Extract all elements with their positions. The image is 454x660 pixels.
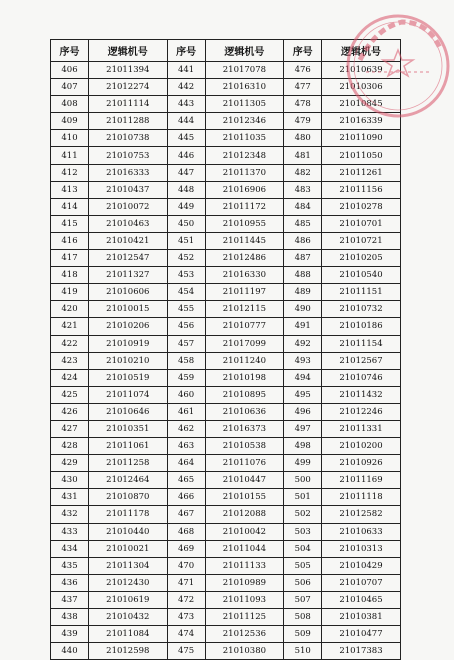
cell-seq-2: 463 — [167, 438, 205, 455]
table-row — [51, 489, 401, 506]
cell-seq-1: 437 — [51, 591, 89, 608]
cell-seq-3: 498 — [284, 438, 322, 455]
cell-seq-3: 501 — [284, 489, 322, 506]
table-row — [51, 540, 401, 557]
cell-seq-3: 505 — [284, 557, 322, 574]
cell-logic-no-1: 21010206 — [89, 318, 168, 335]
cell-logic-no-2: 21011305 — [205, 96, 284, 113]
cell-logic-no-3: 21010707 — [322, 574, 401, 591]
cell-logic-no-3: 21011050 — [322, 147, 401, 164]
cell-logic-no-1: 21016333 — [89, 164, 168, 181]
cell-logic-no-1: 21010463 — [89, 215, 168, 232]
cell-logic-no-3: 21010278 — [322, 198, 401, 215]
cell-seq-1: 427 — [51, 420, 89, 437]
cell-logic-no-2: 21011125 — [205, 609, 284, 626]
table-row — [51, 386, 401, 403]
table-row — [51, 79, 401, 96]
cell-logic-no-1: 21012547 — [89, 250, 168, 267]
machine-number-table — [50, 39, 401, 660]
table-row — [51, 318, 401, 335]
table-row — [51, 420, 401, 437]
table-row — [51, 369, 401, 386]
cell-logic-no-2: 21011093 — [205, 591, 284, 608]
cell-logic-no-3: 21010186 — [322, 318, 401, 335]
cell-seq-2: 471 — [167, 574, 205, 591]
cell-logic-no-1: 21012464 — [89, 472, 168, 489]
cell-seq-3: 506 — [284, 574, 322, 591]
cell-seq-2: 445 — [167, 130, 205, 147]
cell-seq-2: 466 — [167, 489, 205, 506]
table-row — [51, 591, 401, 608]
cell-logic-no-2: 21010155 — [205, 489, 284, 506]
table-row — [51, 455, 401, 472]
cell-logic-no-2: 21010042 — [205, 523, 284, 540]
cell-seq-2: 448 — [167, 181, 205, 198]
table-header-row — [51, 40, 401, 62]
cell-seq-1: 410 — [51, 130, 89, 147]
cell-logic-no-2: 21011197 — [205, 284, 284, 301]
table-row — [51, 232, 401, 249]
cell-logic-no-2: 21012486 — [205, 250, 284, 267]
cell-logic-no-3: 21010381 — [322, 609, 401, 626]
cell-seq-2: 459 — [167, 369, 205, 386]
cell-seq-3: 509 — [284, 626, 322, 643]
table-row — [51, 215, 401, 232]
cell-seq-3: 477 — [284, 79, 322, 96]
cell-logic-no-3: 21010205 — [322, 250, 401, 267]
cell-logic-no-2: 21010198 — [205, 369, 284, 386]
cell-logic-no-1: 21010437 — [89, 181, 168, 198]
cell-seq-2: 458 — [167, 352, 205, 369]
cell-seq-1: 412 — [51, 164, 89, 181]
cell-seq-3: 500 — [284, 472, 322, 489]
table-row — [51, 181, 401, 198]
cell-seq-1: 430 — [51, 472, 89, 489]
cell-logic-no-2: 21016373 — [205, 420, 284, 437]
cell-logic-no-2: 21010380 — [205, 643, 284, 660]
cell-seq-2: 475 — [167, 643, 205, 660]
cell-logic-no-3: 21010721 — [322, 232, 401, 249]
cell-seq-2: 441 — [167, 62, 205, 79]
cell-logic-no-2: 21010777 — [205, 318, 284, 335]
cell-seq-2: 472 — [167, 591, 205, 608]
cell-logic-no-1: 21012430 — [89, 574, 168, 591]
header-seq-2: 序号 — [167, 40, 205, 62]
cell-seq-1: 428 — [51, 438, 89, 455]
cell-seq-3: 479 — [284, 113, 322, 130]
cell-seq-2: 470 — [167, 557, 205, 574]
table-row — [51, 335, 401, 352]
cell-logic-no-3: 21010926 — [322, 455, 401, 472]
cell-seq-3: 502 — [284, 506, 322, 523]
cell-seq-2: 451 — [167, 232, 205, 249]
cell-seq-2: 449 — [167, 198, 205, 215]
cell-logic-no-1: 21010210 — [89, 352, 168, 369]
cell-logic-no-2: 21011133 — [205, 557, 284, 574]
cell-seq-1: 408 — [51, 96, 89, 113]
cell-seq-3: 499 — [284, 455, 322, 472]
cell-logic-no-3: 21011432 — [322, 386, 401, 403]
header-logic-no-3: 逻辑机号 — [322, 40, 401, 62]
cell-seq-3: 507 — [284, 591, 322, 608]
cell-logic-no-1: 21010015 — [89, 301, 168, 318]
table-row — [51, 626, 401, 643]
cell-logic-no-3: 21010429 — [322, 557, 401, 574]
cell-seq-1: 439 — [51, 626, 89, 643]
cell-logic-no-1: 21011394 — [89, 62, 168, 79]
cell-seq-2: 474 — [167, 626, 205, 643]
cell-logic-no-2: 21010636 — [205, 403, 284, 420]
cell-seq-3: 488 — [284, 267, 322, 284]
cell-logic-no-3: 21010732 — [322, 301, 401, 318]
cell-logic-no-1: 21010738 — [89, 130, 168, 147]
cell-seq-3: 491 — [284, 318, 322, 335]
table-row — [51, 574, 401, 591]
cell-logic-no-3: 21011169 — [322, 472, 401, 489]
cell-seq-2: 444 — [167, 113, 205, 130]
cell-seq-2: 456 — [167, 318, 205, 335]
cell-seq-1: 425 — [51, 386, 89, 403]
cell-seq-3: 496 — [284, 403, 322, 420]
cell-seq-2: 455 — [167, 301, 205, 318]
cell-logic-no-1: 21011074 — [89, 386, 168, 403]
cell-seq-1: 414 — [51, 198, 89, 215]
cell-logic-no-3: 21010540 — [322, 267, 401, 284]
table-row — [51, 609, 401, 626]
table-row — [51, 523, 401, 540]
cell-seq-3: 489 — [284, 284, 322, 301]
cell-logic-no-1: 21010519 — [89, 369, 168, 386]
cell-logic-no-1: 21010919 — [89, 335, 168, 352]
cell-seq-1: 426 — [51, 403, 89, 420]
cell-seq-2: 462 — [167, 420, 205, 437]
cell-seq-3: 493 — [284, 352, 322, 369]
cell-logic-no-3: 21010306 — [322, 79, 401, 96]
cell-logic-no-1: 21010421 — [89, 232, 168, 249]
cell-seq-2: 447 — [167, 164, 205, 181]
cell-seq-1: 434 — [51, 540, 89, 557]
cell-logic-no-2: 21011370 — [205, 164, 284, 181]
cell-seq-1: 415 — [51, 215, 89, 232]
cell-seq-2: 443 — [167, 96, 205, 113]
cell-logic-no-3: 21011118 — [322, 489, 401, 506]
cell-seq-3: 503 — [284, 523, 322, 540]
table-row — [51, 267, 401, 284]
cell-logic-no-2: 21012346 — [205, 113, 284, 130]
cell-logic-no-3: 21010701 — [322, 215, 401, 232]
cell-logic-no-3: 21010746 — [322, 369, 401, 386]
cell-seq-3: 485 — [284, 215, 322, 232]
cell-seq-1: 417 — [51, 250, 89, 267]
cell-logic-no-3: 21010633 — [322, 523, 401, 540]
cell-logic-no-2: 21012115 — [205, 301, 284, 318]
cell-seq-3: 484 — [284, 198, 322, 215]
cell-seq-2: 450 — [167, 215, 205, 232]
table-row — [51, 250, 401, 267]
cell-logic-no-2: 21016906 — [205, 181, 284, 198]
cell-logic-no-3: 21010465 — [322, 591, 401, 608]
cell-seq-3: 497 — [284, 420, 322, 437]
cell-logic-no-3: 21011261 — [322, 164, 401, 181]
cell-seq-2: 442 — [167, 79, 205, 96]
cell-seq-2: 460 — [167, 386, 205, 403]
cell-seq-3: 490 — [284, 301, 322, 318]
cell-seq-1: 421 — [51, 318, 89, 335]
cell-seq-2: 461 — [167, 403, 205, 420]
header-seq-3: 序号 — [284, 40, 322, 62]
table-body — [51, 62, 401, 660]
cell-seq-1: 433 — [51, 523, 89, 540]
cell-seq-2: 468 — [167, 523, 205, 540]
table-row — [51, 130, 401, 147]
cell-logic-no-1: 21011258 — [89, 455, 168, 472]
cell-seq-1: 420 — [51, 301, 89, 318]
cell-logic-no-2: 21011172 — [205, 198, 284, 215]
cell-logic-no-1: 21010021 — [89, 540, 168, 557]
cell-seq-3: 495 — [284, 386, 322, 403]
cell-logic-no-3: 21012246 — [322, 403, 401, 420]
cell-seq-3: 481 — [284, 147, 322, 164]
table-row — [51, 164, 401, 181]
cell-logic-no-2: 21012348 — [205, 147, 284, 164]
cell-logic-no-2: 21010538 — [205, 438, 284, 455]
cell-logic-no-3: 21017383 — [322, 643, 401, 660]
cell-logic-no-1: 21011288 — [89, 113, 168, 130]
cell-seq-1: 429 — [51, 455, 89, 472]
cell-seq-3: 504 — [284, 540, 322, 557]
table-row — [51, 62, 401, 79]
cell-seq-3: 492 — [284, 335, 322, 352]
cell-seq-3: 486 — [284, 232, 322, 249]
cell-logic-no-3: 21010639 — [322, 62, 401, 79]
cell-seq-3: 494 — [284, 369, 322, 386]
cell-logic-no-2: 21011035 — [205, 130, 284, 147]
cell-seq-1: 407 — [51, 79, 89, 96]
cell-logic-no-2: 21016330 — [205, 267, 284, 284]
table-row — [51, 557, 401, 574]
cell-seq-2: 464 — [167, 455, 205, 472]
cell-seq-2: 473 — [167, 609, 205, 626]
table-row — [51, 198, 401, 215]
table-row — [51, 472, 401, 489]
cell-seq-3: 480 — [284, 130, 322, 147]
cell-logic-no-2: 21011076 — [205, 455, 284, 472]
cell-logic-no-3: 21010313 — [322, 540, 401, 557]
cell-logic-no-1: 21010606 — [89, 284, 168, 301]
cell-logic-no-3: 21011154 — [322, 335, 401, 352]
cell-seq-2: 454 — [167, 284, 205, 301]
cell-logic-no-3: 21010477 — [322, 626, 401, 643]
cell-seq-1: 413 — [51, 181, 89, 198]
cell-logic-no-1: 21012598 — [89, 643, 168, 660]
cell-seq-3: 476 — [284, 62, 322, 79]
cell-logic-no-1: 21010351 — [89, 420, 168, 437]
cell-logic-no-2: 21010447 — [205, 472, 284, 489]
header-seq-1: 序号 — [51, 40, 89, 62]
cell-seq-2: 467 — [167, 506, 205, 523]
cell-seq-3: 483 — [284, 181, 322, 198]
cell-logic-no-3: 21010845 — [322, 96, 401, 113]
cell-logic-no-1: 21010646 — [89, 403, 168, 420]
cell-seq-2: 446 — [167, 147, 205, 164]
cell-seq-1: 418 — [51, 267, 89, 284]
cell-logic-no-1: 21010870 — [89, 489, 168, 506]
cell-seq-1: 440 — [51, 643, 89, 660]
cell-seq-2: 457 — [167, 335, 205, 352]
cell-seq-3: 510 — [284, 643, 322, 660]
cell-seq-2: 452 — [167, 250, 205, 267]
cell-logic-no-2: 21010895 — [205, 386, 284, 403]
cell-logic-no-3: 21012567 — [322, 352, 401, 369]
cell-logic-no-2: 21010955 — [205, 215, 284, 232]
cell-logic-no-1: 21010072 — [89, 198, 168, 215]
cell-logic-no-1: 21011061 — [89, 438, 168, 455]
cell-logic-no-1: 21010440 — [89, 523, 168, 540]
header-logic-no-1: 逻辑机号 — [89, 40, 168, 62]
cell-seq-1: 435 — [51, 557, 89, 574]
cell-logic-no-2: 21017099 — [205, 335, 284, 352]
table-row — [51, 301, 401, 318]
table-row — [51, 506, 401, 523]
cell-seq-2: 465 — [167, 472, 205, 489]
cell-logic-no-2: 21016310 — [205, 79, 284, 96]
cell-logic-no-2: 21011240 — [205, 352, 284, 369]
cell-logic-no-3: 21011331 — [322, 420, 401, 437]
cell-seq-1: 423 — [51, 352, 89, 369]
cell-logic-no-3: 21010200 — [322, 438, 401, 455]
header-logic-no-2: 逻辑机号 — [205, 40, 284, 62]
table-row — [51, 352, 401, 369]
cell-seq-3: 508 — [284, 609, 322, 626]
cell-logic-no-2: 21011445 — [205, 232, 284, 249]
cell-seq-3: 482 — [284, 164, 322, 181]
cell-logic-no-1: 21010619 — [89, 591, 168, 608]
table-row — [51, 438, 401, 455]
cell-seq-1: 406 — [51, 62, 89, 79]
cell-seq-1: 438 — [51, 609, 89, 626]
cell-seq-1: 424 — [51, 369, 89, 386]
cell-logic-no-2: 21012088 — [205, 506, 284, 523]
cell-seq-2: 453 — [167, 267, 205, 284]
cell-seq-1: 432 — [51, 506, 89, 523]
cell-logic-no-2: 21011044 — [205, 540, 284, 557]
cell-logic-no-1: 21010432 — [89, 609, 168, 626]
cell-logic-no-1: 21011327 — [89, 267, 168, 284]
cell-seq-2: 469 — [167, 540, 205, 557]
cell-logic-no-1: 21012274 — [89, 79, 168, 96]
cell-seq-3: 487 — [284, 250, 322, 267]
cell-logic-no-3: 21012582 — [322, 506, 401, 523]
table-row — [51, 113, 401, 130]
cell-logic-no-1: 21011114 — [89, 96, 168, 113]
cell-logic-no-1: 21011084 — [89, 626, 168, 643]
cell-seq-1: 411 — [51, 147, 89, 164]
cell-seq-3: 478 — [284, 96, 322, 113]
cell-seq-1: 419 — [51, 284, 89, 301]
cell-seq-1: 422 — [51, 335, 89, 352]
cell-logic-no-1: 21011304 — [89, 557, 168, 574]
cell-logic-no-2: 21017078 — [205, 62, 284, 79]
cell-logic-no-3: 21011156 — [322, 181, 401, 198]
cell-seq-1: 436 — [51, 574, 89, 591]
table-row — [51, 284, 401, 301]
cell-logic-no-1: 21011178 — [89, 506, 168, 523]
cell-seq-1: 409 — [51, 113, 89, 130]
cell-seq-1: 431 — [51, 489, 89, 506]
cell-logic-no-3: 21011151 — [322, 284, 401, 301]
cell-logic-no-2: 21012536 — [205, 626, 284, 643]
cell-logic-no-2: 21010989 — [205, 574, 284, 591]
table-row — [51, 96, 401, 113]
cell-logic-no-3: 21016339 — [322, 113, 401, 130]
table-row — [51, 403, 401, 420]
cell-logic-no-1: 21010753 — [89, 147, 168, 164]
cell-seq-1: 416 — [51, 232, 89, 249]
table-row — [51, 147, 401, 164]
table-row — [51, 643, 401, 660]
cell-logic-no-3: 21011090 — [322, 130, 401, 147]
